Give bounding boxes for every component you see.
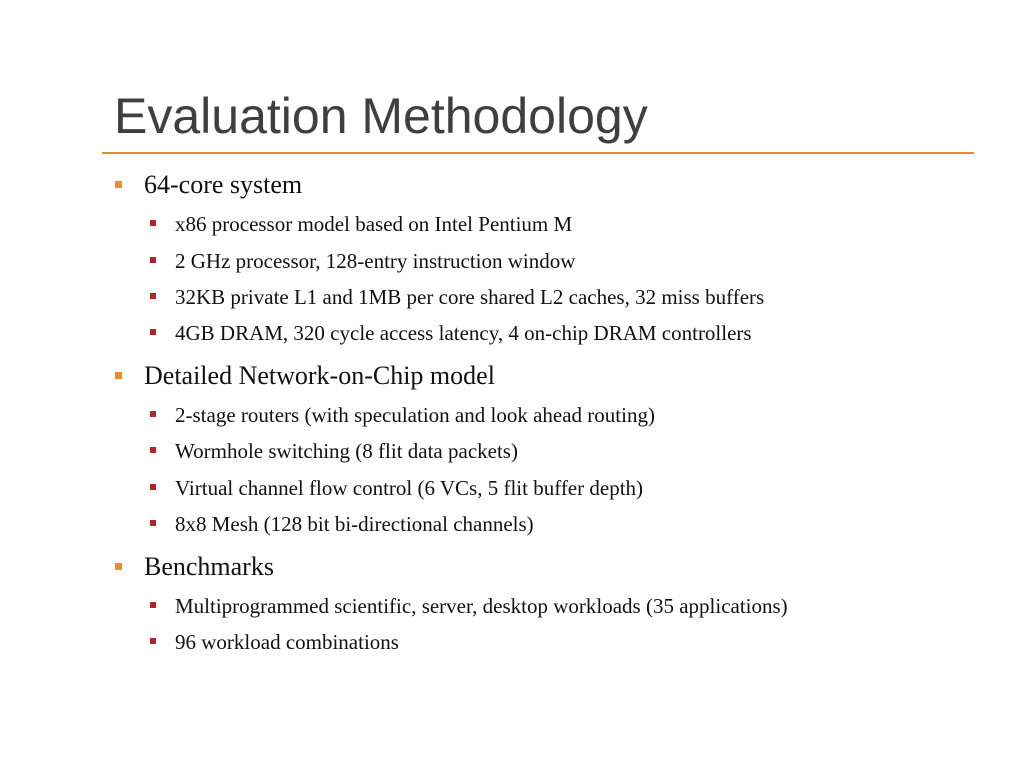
square-bullet-icon	[150, 602, 156, 608]
bullet-text: 96 workload combinations	[175, 630, 399, 654]
bullet-text: 64-core system	[144, 170, 303, 199]
bullet-level2	[175, 511, 534, 537]
bullet-text: Benchmarks	[144, 552, 274, 581]
bullet-level2	[175, 284, 764, 310]
bullet-text: 4GB DRAM, 320 cycle access latency, 4 on-chip DRAM controllers	[175, 321, 752, 345]
bullet-level2	[175, 402, 655, 428]
bullet-text: 2-stage routers (with speculation and look ahead routing)	[175, 403, 655, 427]
square-bullet-icon	[115, 181, 122, 188]
bullet-level2	[175, 211, 572, 237]
bullet-level2	[175, 248, 575, 274]
square-bullet-icon	[150, 638, 156, 644]
square-bullet-icon	[150, 484, 156, 490]
bullet-level1	[144, 170, 302, 200]
square-bullet-icon	[150, 520, 156, 526]
bullet-level1	[144, 361, 495, 391]
bullet-text: x86 processor model based on Intel Pentium M	[175, 212, 573, 236]
bullet-level1	[144, 552, 274, 582]
bullet-text: Virtual channel flow control (6 VCs, 5 flit buffer depth)	[175, 476, 644, 500]
bullet-text: 2 GHz processor, 128-entry instruction window	[175, 249, 576, 273]
square-bullet-icon	[115, 563, 122, 570]
bullet-level2	[175, 320, 752, 346]
bullet-text: Detailed Network-on-Chip model	[144, 361, 495, 390]
bullet-text: Multiprogrammed scientific, server, desktop workloads (35 applications)	[175, 594, 788, 618]
square-bullet-icon	[150, 257, 156, 263]
bullet-text: Wormhole switching (8 flit data packets)	[175, 439, 518, 463]
bullet-text: 32KB private L1 and 1MB per core shared L2 caches, 32 miss buffers	[175, 285, 765, 309]
square-bullet-icon	[115, 372, 122, 379]
bullet-level2	[175, 438, 518, 464]
square-bullet-icon	[150, 411, 156, 417]
bullet-text: 8x8 Mesh (128 bit bi-directional channels)	[175, 512, 534, 536]
square-bullet-icon	[150, 447, 156, 453]
slide-title: Evaluation Methodology	[114, 88, 648, 144]
bullet-level2	[175, 475, 643, 501]
square-bullet-icon	[150, 220, 156, 226]
square-bullet-icon	[150, 329, 156, 335]
square-bullet-icon	[150, 293, 156, 299]
bullet-level2	[175, 593, 788, 619]
bullet-level2	[175, 629, 399, 655]
